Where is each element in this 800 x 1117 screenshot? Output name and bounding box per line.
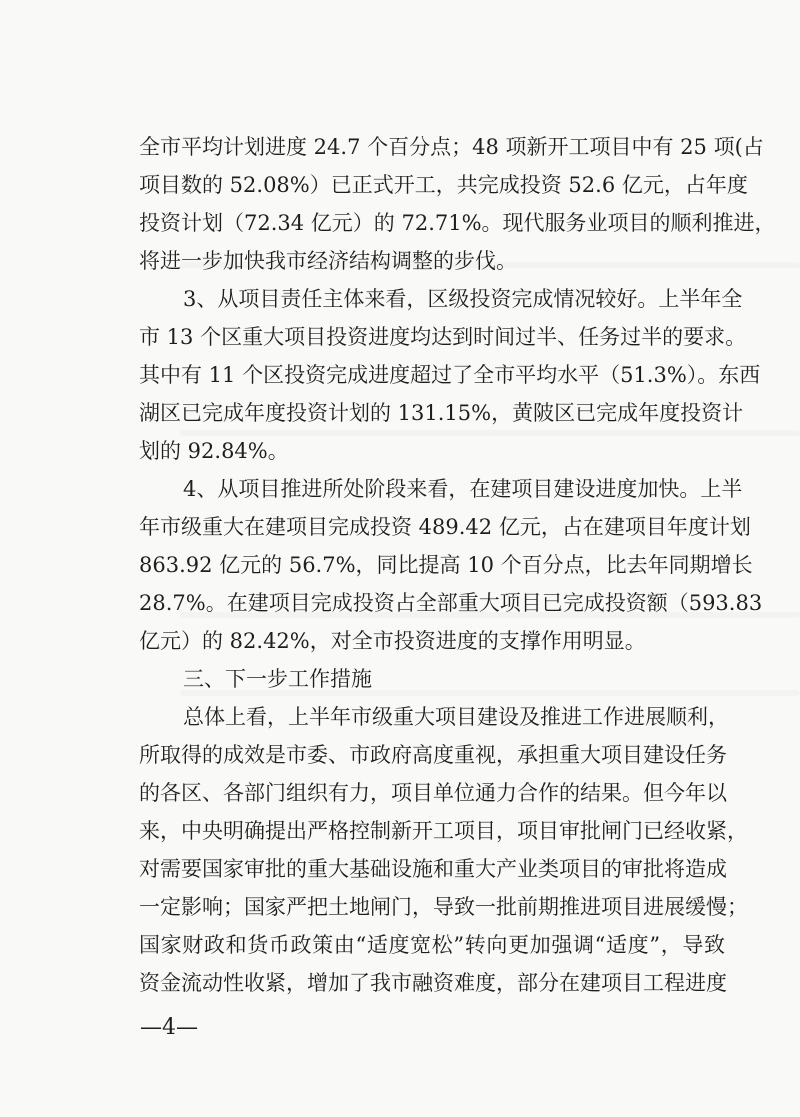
- body-text-line: 划的 92.84%。: [139, 439, 289, 463]
- body-text-line: 28.7%。在建项目完成投资占全部重大项目已完成投资额（593.83: [139, 591, 763, 615]
- paragraph-start-line: 4、从项目推进所处阶段来看，在建项目建设进度加快。上半: [183, 477, 743, 501]
- paragraph-start-line: 总体上看，上半年市级重大项目建设及推进工作进展顺利，: [183, 705, 729, 729]
- body-text-line: 863.92 亿元的 56.7%，同比提高 10 个百分点，比去年同期增长: [139, 553, 753, 577]
- paragraph-start-line: 3、从项目责任主体来看，区级投资完成情况较好。上半年全: [183, 287, 743, 311]
- body-text-line: 亿元）的 82.42%，对全市投资进度的支撑作用明显。: [139, 629, 646, 653]
- body-text-line: 全市平均计划进度 24.7 个百分点；48 项新开工项目中有 25 项(占: [139, 135, 764, 159]
- body-text-line: 资金流动性收紧，增加了我市融资难度，部分在建项目工程进度: [139, 971, 727, 995]
- section-heading: 三、下一步工作措施: [183, 667, 372, 691]
- body-text-line: 来，中央明确提出严格控制新开工项目，项目审批闸门已经收紧，: [139, 819, 748, 843]
- body-text-line: 其中有 11 个区投资完成进度超过了全市平均水平（51.3%）。东西: [139, 363, 761, 387]
- body-text-line: 的各区、各部门组织有力，项目单位通力合作的结果。但今年以: [139, 781, 727, 805]
- body-text-line: 对需要国家审批的重大基础设施和重大产业类项目的审批将造成: [139, 857, 727, 881]
- body-text-line: 市 13 个区重大项目投资进度均达到时间过半、任务过半的要求。: [139, 325, 747, 349]
- body-text-line: 年市级重大在建项目完成投资 489.42 亿元，占在建项目年度计划: [139, 515, 751, 539]
- body-text-line: 国家财政和货币政策由“适度宽松”转向更加强调“适度”，导致: [139, 933, 725, 957]
- body-text-line: 投资计划（72.34 亿元）的 72.71%。现代服务业项目的顺利推进，: [139, 211, 776, 235]
- body-text-line: 一定影响；国家严把土地闸门，导致一批前期推进项目进展缓慢；: [139, 895, 748, 919]
- body-text-line: 项目数的 52.08%）已正式开工，共完成投资 52.6 亿元，占年度: [139, 173, 748, 197]
- body-text-line: 将进一步加快我市经济结构调整的步伐。: [139, 249, 517, 273]
- page-number: —4—: [140, 1015, 198, 1040]
- body-text-line: 所取得的成效是市委、市政府高度重视，承担重大项目建设任务: [139, 743, 727, 767]
- body-text-line: 湖区已完成年度投资计划的 131.15%，黄陂区已完成年度投资计: [139, 401, 744, 425]
